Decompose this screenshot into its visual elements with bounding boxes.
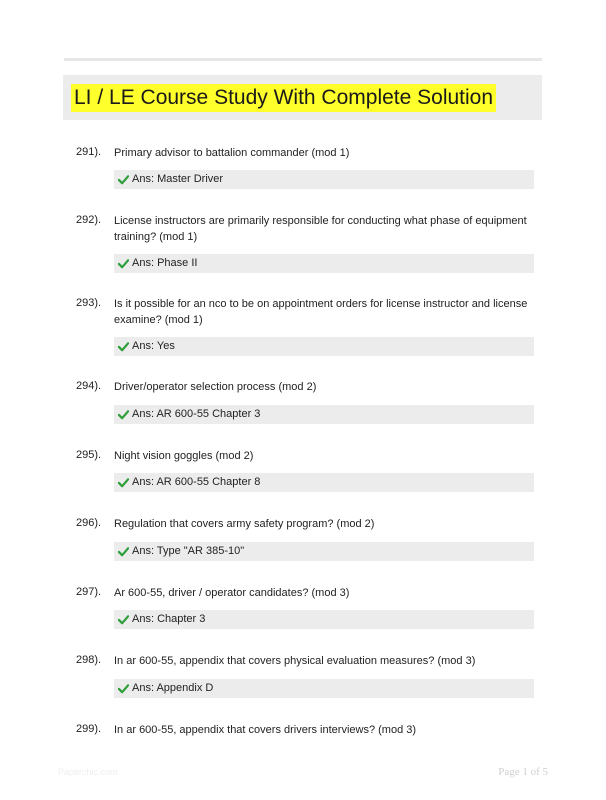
question-number: 294).: [76, 380, 102, 392]
qa-item: [0, 585, 606, 631]
question-text: Ar 600-55, driver / operator candidates? (mod 3): [114, 587, 350, 599]
question-text: Primary advisor to battalion commander (mod 1): [114, 147, 350, 159]
qa-item: [0, 722, 606, 742]
qa-item: [0, 213, 606, 275]
answer-text: Ans: Appendix D: [132, 682, 214, 694]
answer-box: [114, 610, 534, 629]
qa-item: [0, 379, 606, 425]
question-text: Night vision goggles (mod 2): [114, 450, 254, 462]
footer-watermark: Paperchic.com: [58, 767, 118, 777]
qa-item: [0, 296, 606, 358]
check-icon: [118, 614, 129, 625]
answer-box: [114, 170, 534, 189]
answer-box: [114, 337, 534, 356]
answer-text: Ans: Yes: [132, 340, 175, 352]
answer-text: Ans: Chapter 3: [132, 613, 206, 625]
answer-text: Ans: Type "AR 385-10": [132, 545, 245, 557]
question-text: Is it possible for an nco to be on appointment orders for license instructor and license examine? (mod 1): [114, 298, 528, 326]
answer-box: [114, 405, 534, 424]
answer-text: Ans: Phase II: [132, 257, 198, 269]
qa-item: [0, 448, 606, 494]
qa-item: [0, 653, 606, 699]
check-icon: [118, 546, 129, 557]
question-number: 293).: [76, 297, 102, 309]
question-text: Driver/operator selection process (mod 2): [114, 381, 317, 393]
title-banner: [63, 75, 542, 120]
page-number: Page 1 of 5: [498, 766, 548, 778]
answer-text: Ans: AR 600-55 Chapter 3: [132, 408, 261, 420]
answer-box: [114, 473, 534, 492]
question-number: 291).: [76, 146, 102, 158]
answer-box: [114, 679, 534, 698]
question-number: 298).: [76, 654, 102, 666]
check-icon: [118, 477, 129, 488]
question-text: In ar 600-55, appendix that covers physical evaluation measures? (mod 3): [114, 655, 476, 667]
answer-box: [114, 542, 534, 561]
page-title: LI / LE Course Study With Complete Solution: [71, 84, 496, 112]
qa-item: [0, 516, 606, 562]
question-text: License instructors are primarily responsible for conducting what phase of equipment training? (mod 1): [114, 215, 527, 243]
qa-item: [0, 145, 606, 191]
question-number: 299).: [76, 723, 102, 735]
check-icon: [118, 409, 129, 420]
question-number: 295).: [76, 449, 102, 461]
check-icon: [118, 174, 129, 185]
question-text: Regulation that covers army safety program? (mod 2): [114, 518, 375, 530]
answer-text: Ans: Master Driver: [132, 173, 224, 185]
question-text: In ar 600-55, appendix that covers drivers interviews? (mod 3): [114, 724, 417, 736]
answer-text: Ans: AR 600-55 Chapter 8: [132, 476, 261, 488]
top-divider: [64, 58, 542, 61]
check-icon: [118, 683, 129, 694]
question-number: 296).: [76, 517, 102, 529]
check-icon: [118, 341, 129, 352]
question-number: 297).: [76, 586, 102, 598]
question-number: 292).: [76, 214, 102, 226]
check-icon: [118, 258, 129, 269]
answer-box: [114, 254, 534, 273]
